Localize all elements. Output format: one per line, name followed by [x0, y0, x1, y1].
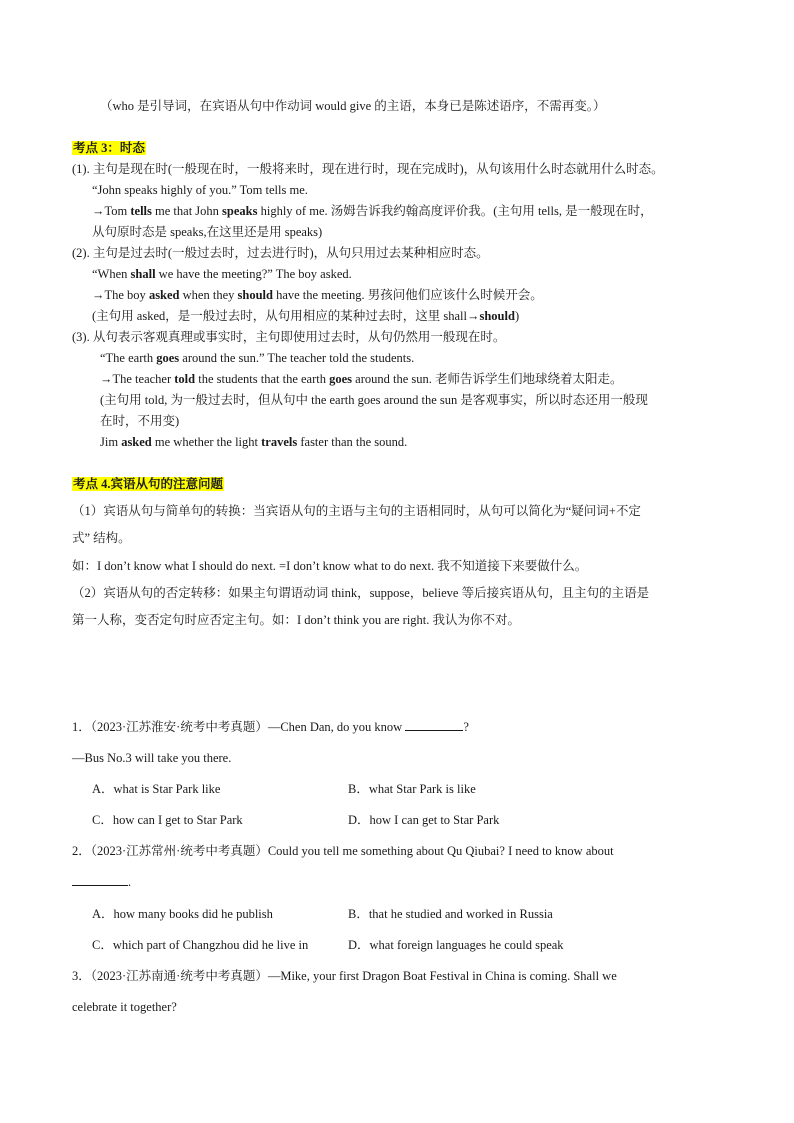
kp3-title: 考点 3：时态 [73, 141, 145, 155]
question-3-stem-line-2: celebrate it together? [72, 1000, 177, 1014]
kp3-rule-2-example-1: “When shall we have the meeting?” The boy asked. [92, 267, 352, 281]
question-1-option-c: C．how can I get to Star Park [92, 813, 243, 827]
question-2-stem: 2．（2023·江苏常州·统考中考真题）Could you tell me something about Qu Qiubai? I need to know about [72, 844, 614, 858]
question-2-stem-blank: . [72, 874, 131, 890]
kp3-rule-3-example-1: “The earth goes around the sun.” The teacher told the students. [100, 351, 415, 365]
question-1-option-d: D．how I can get to Star Park [348, 813, 500, 827]
kp4-point-2-line-2: 第一人称，变否定句时应否定主句。如：I don’t think you are right. 我认为你不对。 [72, 613, 521, 627]
kp4-point-1-line-2: 式” 结构。 [72, 531, 131, 545]
kp4-point-2-line-1: （2）宾语从句的否定转移：如果主句谓语动词 think，suppose，believe 等后接宾语从句，且主句的主语是 [72, 586, 650, 600]
note-who: （who 是引导词，在宾语从句中作动词 would give 的主语，本身已是陈述语序，不需再变。） [100, 99, 606, 113]
question-1-stem: 1．（2023·江苏淮安·统考中考真题）—Chen Dan, do you know ? [72, 720, 469, 734]
kp3-rule-2-example-3: (主句用 asked，是一般过去时，从句用相应的某种过去时，这里 shall→should) [92, 309, 520, 323]
kp4-point-1-example: 如：I don’t know what I should do next. =I don’t know what to do next. 我不知道接下来要做什么。 [72, 559, 588, 573]
kp4-heading [72, 476, 224, 492]
kp3-rule-3-example-5: Jim asked me whether the light travels faster than the sound. [100, 435, 408, 449]
kp3-rule-2: (2). 主句是过去时(一般过去时，过去进行时)，从句只用过去某种相应时态。 [72, 246, 489, 260]
kp3-heading [72, 140, 146, 156]
question-2-option-c: C．which part of Changzhou did he live in [92, 938, 309, 952]
question-3-stem: 3．（2023·江苏南通·统考中考真题）—Mike, your first Dragon Boat Festival in China is coming. Shall we [72, 969, 617, 983]
kp3-rule-1-example-3: 从句原时态是 speaks,在这里还是用 speaks) [92, 225, 323, 239]
answer-blank [72, 874, 128, 886]
question-2-option-b: B．that he studied and worked in Russia [348, 907, 553, 921]
kp3-rule-3-example-4: 在时，不用变) [100, 414, 180, 428]
kp4-point-1-line-1: （1）宾语从句与简单句的转换：当宾语从句的主语与主句的主语相同时，从句可以简化为“疑问词+不定 [72, 504, 641, 518]
kp3-rule-1-example-2: →Tom tells me that John speaks highly of me. 汤姆告诉我约翰高度评价我。(主句用 tells, 是一般现在时， [92, 204, 653, 218]
question-1-option-b: B．what Star Park is like [348, 782, 476, 796]
kp3-rule-1-example-1: “John speaks highly of you.” Tom tells me. [92, 183, 308, 197]
kp3-rule-3: (3). 从句表示客观真理或事实时，主句即使用过去时，从句仍然用一般现在时。 [72, 330, 506, 344]
question-1-stem-reply: —Bus No.3 will take you there. [72, 751, 232, 765]
kp4-title: 考点 4.宾语从句的注意问题 [73, 477, 224, 491]
answer-blank [405, 719, 463, 731]
kp3-rule-1: (1). 主句是现在时(一般现在时，一般将来时，现在进行时，现在完成时)，从句该用什么时态就用什么时态。 [72, 162, 664, 176]
question-2-option-d: D．what foreign languages he could speak [348, 938, 564, 952]
question-2-option-a: A．how many books did he publish [92, 907, 273, 921]
kp3-rule-3-example-3: (主句用 told, 为一般过去时，但从句中 the earth goes around the sun 是客观事实，所以时态还用一般现 [100, 393, 648, 407]
question-1-option-a: A．what is Star Park like [92, 782, 221, 796]
kp3-rule-3-example-2: →The teacher told the students that the earth goes around the sun. 老师告诉学生们地球绕着太阳走。 [100, 372, 623, 386]
kp3-rule-2-example-2: →The boy asked when they should have the meeting. 男孩问他们应该什么时候开会。 [92, 288, 543, 302]
